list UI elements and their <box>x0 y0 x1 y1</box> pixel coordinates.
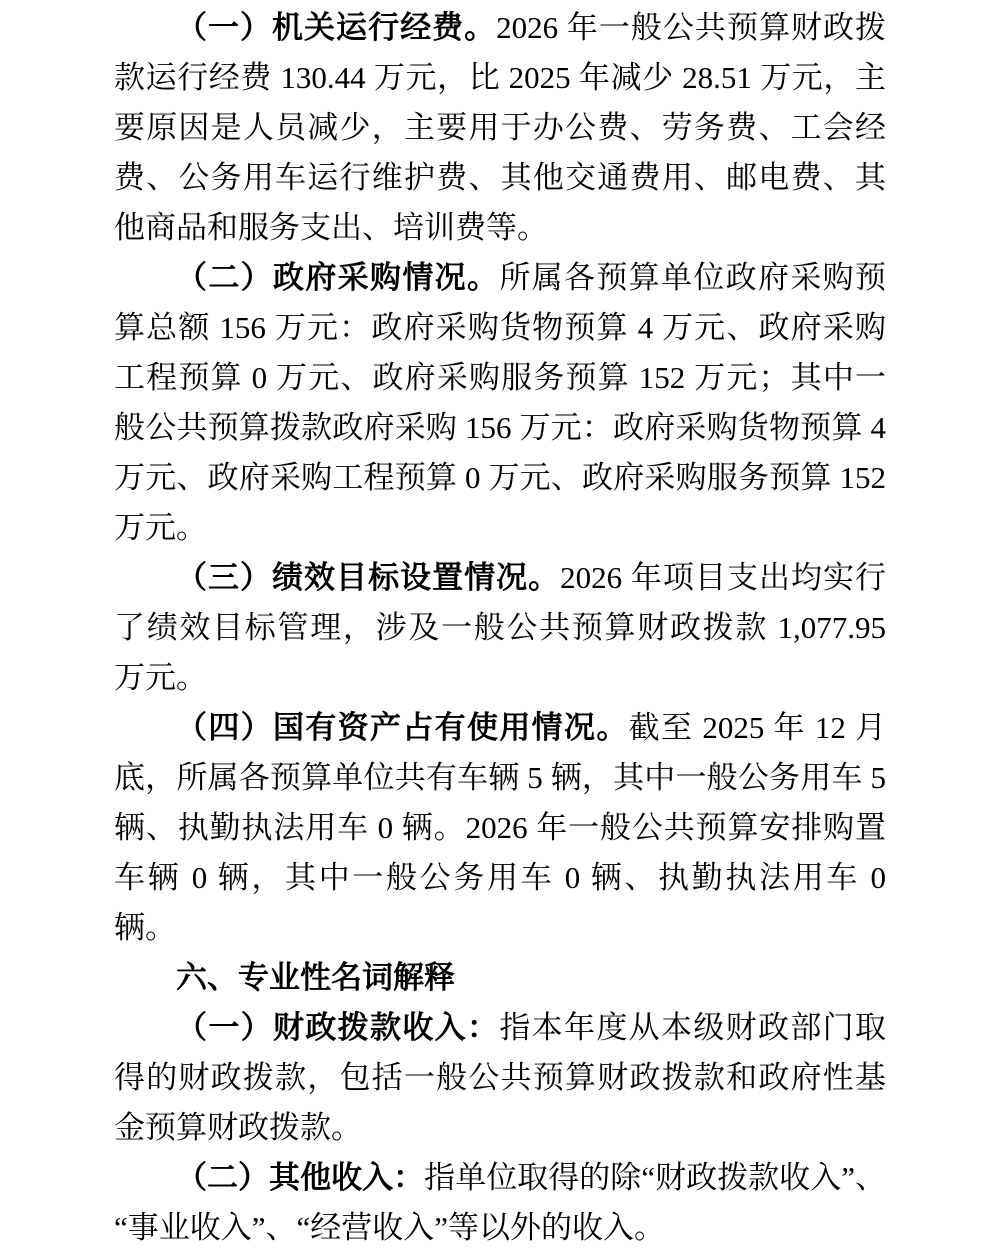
paragraph-text-government-procurement: 所属各预算单位政府采购预算总额 156 万元：政府采购货物预算 4 万元、政府采购工程预算 0 万元、政府采购服务预算 152 万元；其中一般公共预算拨款政府采购 156 万元：政府采购货物预算 4 万元、政府采购工程预算 0 万元、政府采购服务预算 152 万元。 <box>114 260 887 545</box>
paragraph-government-procurement <box>114 253 886 553</box>
paragraph-lead-government-procurement: （二）政府采购情况。 <box>176 260 500 295</box>
paragraph-state-owned-assets <box>114 703 886 953</box>
paragraph-text-performance-targets: 2026 年项目支出均实行了绩效目标管理，涉及一般公共预算财政拨款 1,077.95 万元。 <box>114 560 887 695</box>
paragraph-agency-operating-costs <box>114 3 886 253</box>
paragraph-lead-performance-targets: （三）绩效目标设置情况。 <box>176 560 561 595</box>
paragraph-lead-state-owned-assets: （四）国有资产占有使用情况。 <box>176 710 629 745</box>
paragraph-text-fiscal-appropriation-income: 指本年度从本级财政部门取得的财政拨款，包括一般公共预算财政拨款和政府性基金预算财政拨款。 <box>114 1010 887 1145</box>
section-heading-terminology: 六、专业性名词解释 <box>176 960 455 995</box>
paragraph-text-other-income: 指单位取得的除“财政拨款收入”、“事业收入”、“经营收入”等以外的收入。 <box>114 1160 886 1245</box>
paragraph-fiscal-appropriation-income <box>114 1003 886 1153</box>
paragraph-other-income <box>114 1153 886 1253</box>
paragraph-lead-other-income: （二）其他收入： <box>176 1160 425 1195</box>
paragraph-text-agency-operating-costs: 2026 年一般公共预算财政拨款运行经费 130.44 万元，比 2025 年减少 28.51 万元，主要原因是人员减少，主要用于办公费、劳务费、工会经费、公务用车运行维护费、其他交通费用、邮电费、其他商品和服务支出、培训费等。 <box>114 10 886 245</box>
paragraph-lead-fiscal-appropriation-income: （一）财政拨款收入： <box>176 1010 500 1045</box>
paragraph-text-state-owned-assets: 截至 2025 年 12 月底，所属各预算单位共有车辆 5 辆，其中一般公务用车 5 辆、执勤执法用车 0 辆。2026 年一般公共预算安排购置车辆 0 辆，其中一般公务用车 0 辆、执勤执法用车 0 辆。 <box>114 710 887 945</box>
paragraph-lead-agency-operating-costs: （一）机关运行经费。 <box>176 10 497 45</box>
paragraph-performance-targets <box>114 553 886 703</box>
